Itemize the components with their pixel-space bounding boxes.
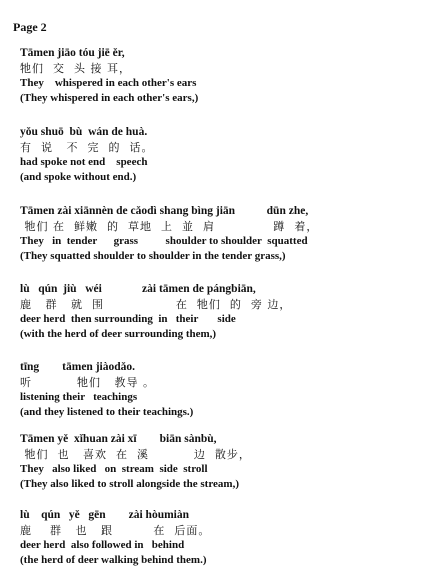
stanza-6: [20, 432, 420, 492]
gloss-line: They in tender grass shoulder to shoulder squatted: [20, 235, 308, 247]
gloss-line: They also liked on stream side stroll: [20, 463, 208, 475]
pinyin-line: tīng tāmen jiàodǎo.: [20, 361, 135, 373]
translation-line: (and spoke without end.): [20, 171, 137, 183]
gloss-line: deer herd then surrounding in their side: [20, 313, 236, 325]
translation-line: (They squatted shoulder to shoulder in the tender grass,): [20, 250, 286, 262]
stanza-4: [20, 282, 420, 342]
page-label: Page 2: [13, 20, 47, 34]
hanzi-line: 有 说 不 完 的 话。: [20, 141, 154, 154]
pinyin-line: lù qún jiù wéi zài tāmen de pángbiān,: [20, 283, 256, 295]
stanza-5: [20, 360, 420, 420]
gloss-line: listening their teachings: [20, 391, 138, 403]
gloss-line: They whispered in each other's ears: [20, 77, 197, 89]
hanzi-line: 听 牠们 教导 。: [20, 376, 155, 389]
translation-line: (They also liked to stroll alongside the stream,): [20, 478, 239, 490]
translation-line: (and they listened to their teachings.): [20, 406, 194, 418]
translation-line: (with the herd of deer surrounding them,): [20, 328, 217, 340]
stanza-7: [20, 508, 420, 568]
pinyin-line: yǒu shuō bù wán de huà.: [20, 126, 148, 138]
hanzi-line: 牠们 也 喜欢 在 溪 边 散步，: [20, 448, 251, 461]
translation-line: (They whispered in each other's ears,): [20, 92, 199, 104]
pinyin-line: Tāmen yě xǐhuan zài xī biān sànbù,: [20, 433, 217, 445]
hanzi-line: 鹿 群 就 围 在 牠们 的 旁 边，: [20, 298, 292, 311]
stanza-1: [20, 46, 420, 106]
stanza-2: [20, 125, 420, 185]
pinyin-line: Tāmen zài xiānnèn de cǎodì shang bìng jiān dūn zhe,: [20, 205, 309, 217]
pinyin-line: lù qún yě gēn zài hòumiàn: [20, 509, 190, 521]
stanza-3: [20, 204, 420, 264]
gloss-line: had spoke not end speech: [20, 156, 148, 168]
pinyin-line: Tāmen jiāo tóu jiē ěr,: [20, 47, 125, 59]
hanzi-line: 牠们 在 鲜嫩 的 草地 上 並 肩 蹲 着，: [20, 220, 319, 233]
hanzi-line: 牠们 交 头 接 耳，: [20, 62, 131, 75]
translation-line: (the herd of deer walking behind them.): [20, 554, 207, 566]
hanzi-line: 鹿 群 也 跟 在 后面。: [20, 524, 211, 537]
gloss-line: deer herd also followed in behind: [20, 539, 185, 551]
